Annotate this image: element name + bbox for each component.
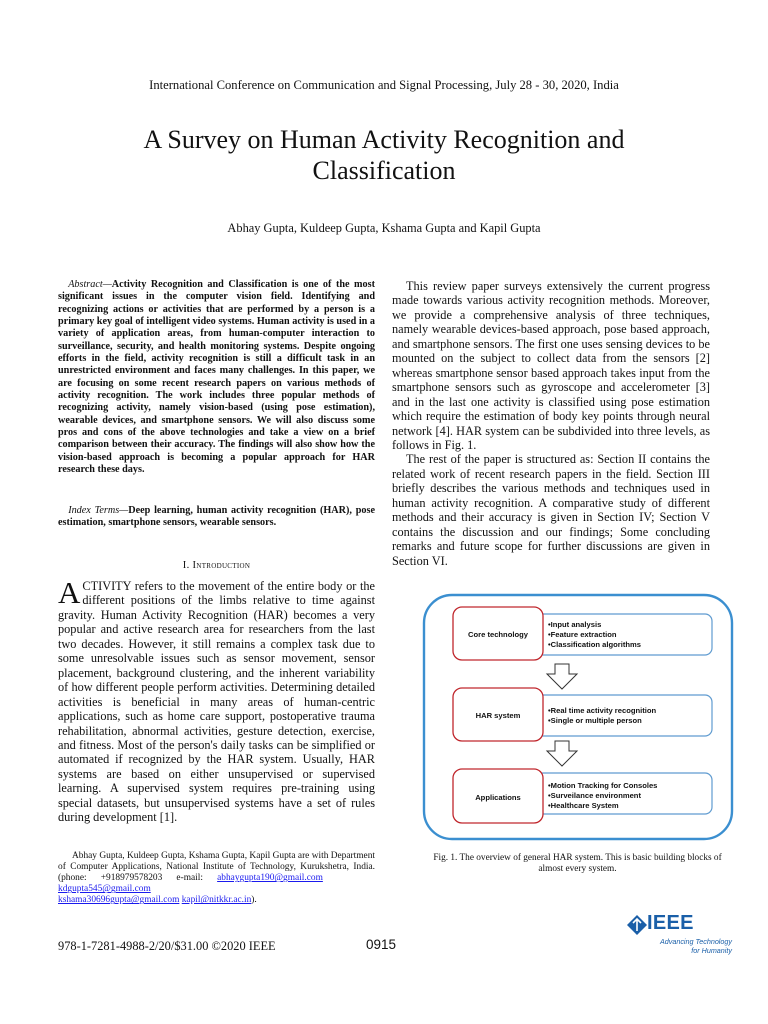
figure-har-overview <box>420 592 735 842</box>
email-link[interactable]: abhaygupta190@gmail.com <box>217 873 323 884</box>
index-terms-text: Deep learning, human activity recognition (HAR), pose estimation, smartphone sensors, wearable sensors. <box>58 505 375 529</box>
author-list: Abhay Gupta, Kuldeep Gupta, Kshama Gupta and Kapil Gupta <box>227 221 541 235</box>
list-item: •Feature extraction <box>548 630 617 639</box>
author-footnote: Abhay Gupta, Kuldeep Gupta, Kshama Gupta, Kapil Gupta are with Department of Computer Applications, National Institute of Technology, Kurukshetra, India. (phone: +918979578203 e-mail: abhaygupta190@gmail.com kdgupta545@gmail.com kshama30696gupta@gmail.com kapil@nitkkr.ac.in). <box>58 851 375 906</box>
index-terms: Index Terms—Deep learning, human activity recognition (HAR), pose estimation, smartphone sensors, wearable sensors. <box>58 505 375 529</box>
down-arrow-icon <box>547 741 577 766</box>
abstract-label: Abstract <box>68 279 103 290</box>
introduction-text: CTIVITY refers to the movement of the entire body or the different positions of the limbs relative to time against gravity. Human Activity Recognition (HAR) becomes a very popular and active research area for researchers from the last two decades. However, it still remains a complex task due to some unresolvable issues such as sensor movement, sensor placement, background clustering, and the inherent variability of how different people perform activities. Determining detailed activities is beneficial in many areas of human-centric applications, such as home care support, postoperative trauma rehabilitation, abnormal activities, gesture detection, exercise, and fitness. Most of the person's daily tasks can be simplified or automated if recognized by the HAR system. Usually, HAR systems are based on either unsupervised or supervised learning. A supervised system requires pre-training using special datasets, but unsupervised systems have a set of rules during development [1]. <box>58 579 375 825</box>
email-link[interactable]: kshama30696gupta@gmail.com <box>58 895 180 906</box>
paragraph: This review paper surveys extensively the current progress made towards various activity recognition methods. Moreover, we provide a comprehensive analysis of three techniques, namely wearable devices-based approach, pose based approach, and smartphone sensors. The first one uses sensing devices to be mounted on the subject to collect data from the sensors [2] whereas smartphone sensor based approach takes input from the smartphone sensors such as gyroscope and accelerometer [3] and in the last one activity is classified using pose estimation which require the estimation of body key points through neural network [4]. HAR system can be subdivided into three levels, as follows in Fig. 1. <box>392 279 710 452</box>
list-item: •Real time activity recognition <box>548 706 657 715</box>
ieee-tagline: for Humanity <box>691 946 732 955</box>
ieee-wordmark: IEEE <box>647 912 694 934</box>
email-link[interactable]: kapil@nitkkr.ac.in <box>181 895 252 906</box>
paragraph: The rest of the paper is structured as: Section II contains the related work of recent research papers in the field. Section III briefly describes the various methods and techniques used in human activity recognition. A comparative study of different methods and their accuracy is given in Section IV; Section V contains the discussion and our findings; Some concluding remarks and future scope for further discussions are given in Section VI. <box>392 452 710 568</box>
paper-title: A Survey on Human Activity Recognition and Classification <box>143 125 625 185</box>
index-terms-label: Index Terms <box>68 505 120 516</box>
list-item: •Healthcare System <box>548 801 619 810</box>
list-item: •Classification algorithms <box>548 640 641 649</box>
list-item: •Motion Tracking for Consoles <box>548 781 658 790</box>
introduction-body <box>58 575 375 825</box>
conference-header: International Conference on Communication and Signal Processing, July 28 - 30, 2020, India <box>149 78 619 92</box>
list-item: •Single or multiple person <box>548 716 642 725</box>
abstract-text: Activity Recognition and Classification is one of the most significant issues in the computer vision field. Identifying and recognizing actions or activities that are performed by a person is a primary key goal of intelligent video systems. Human activity is used in a variety of application areas, from human-computer interaction to surveillance, security, and health monitoring systems. Despite ongoing efforts in the field, activity recognition is still a difficult task in an unrestricted environment and faces many challenges. In this paper, we are focusing on some recent research papers on various methods of activity recognition. The work includes three popular methods of recognizing activity, namely vision-based (using pose estimation), wearable devices, and smartphone sensors. We will also discuss some pros and cons of the above technologies and take a view on a brief comparison between their accuracy. The findings will also show how the vision-based approach is becoming a popular approach for HAR research these days. <box>58 279 375 476</box>
level-label: Applications <box>475 793 521 802</box>
level-label: Core technology <box>468 630 528 639</box>
page-number: 0915 <box>366 937 397 952</box>
list-item: •Input analysis <box>548 620 602 629</box>
section-numeral: I. <box>182 560 190 571</box>
ieee-tagline: Advancing Technology <box>659 937 732 946</box>
list-item: •Surveilance environment <box>548 791 641 800</box>
footnote-text: Abhay Gupta, Kuldeep Gupta, Kshama Gupta, Kapil Gupta are with Department of Computer Applications, National Institute of Technology, Kurukshetra, India. (phone: +918979578203 e-mail: <box>58 851 375 884</box>
down-arrow-icon <box>547 664 577 689</box>
section-heading-introduction <box>58 560 375 571</box>
right-column-text <box>392 279 710 568</box>
isbn-copyright: 978-1-7281-4988-2/20/$31.00 ©2020 IEEE <box>58 939 276 953</box>
ieee-diamond-icon <box>626 914 648 936</box>
figure-caption: Fig. 1. The overview of general HAR system. This is basic building blocks of almost every system. <box>433 853 722 875</box>
email-link[interactable]: kdgupta545@gmail.com <box>58 884 151 895</box>
abstract: Abstract—Activity Recognition and Classification is one of the most significant issues in the computer vision field. Identifying and recognizing actions or activities that are performed by a person is a primary key goal of intelligent video systems. Human activity is used in a variety of application areas, from human-computer interaction to surveillance, security, and health monitoring systems. Despite ongoing efforts in the field, activity recognition is still a difficult task in an unrestricted environment and faces many challenges. In this paper, we are focusing on some recent research papers on various methods of activity recognition. The work includes three popular methods of recognizing activity, namely vision-based (using pose estimation), wearable devices, and smartphone sensors. We will also discuss some pros and cons of the above technologies and take a view on a brief comparison between their accuracy. The findings will also show how the vision-based approach is becoming a popular approach for HAR research these days. <box>58 279 375 476</box>
har-diagram <box>420 592 735 842</box>
level-label: HAR system <box>475 711 521 720</box>
drop-cap: A <box>58 575 81 610</box>
section-title: Introduction <box>192 560 251 571</box>
ieee-logo <box>626 912 736 962</box>
